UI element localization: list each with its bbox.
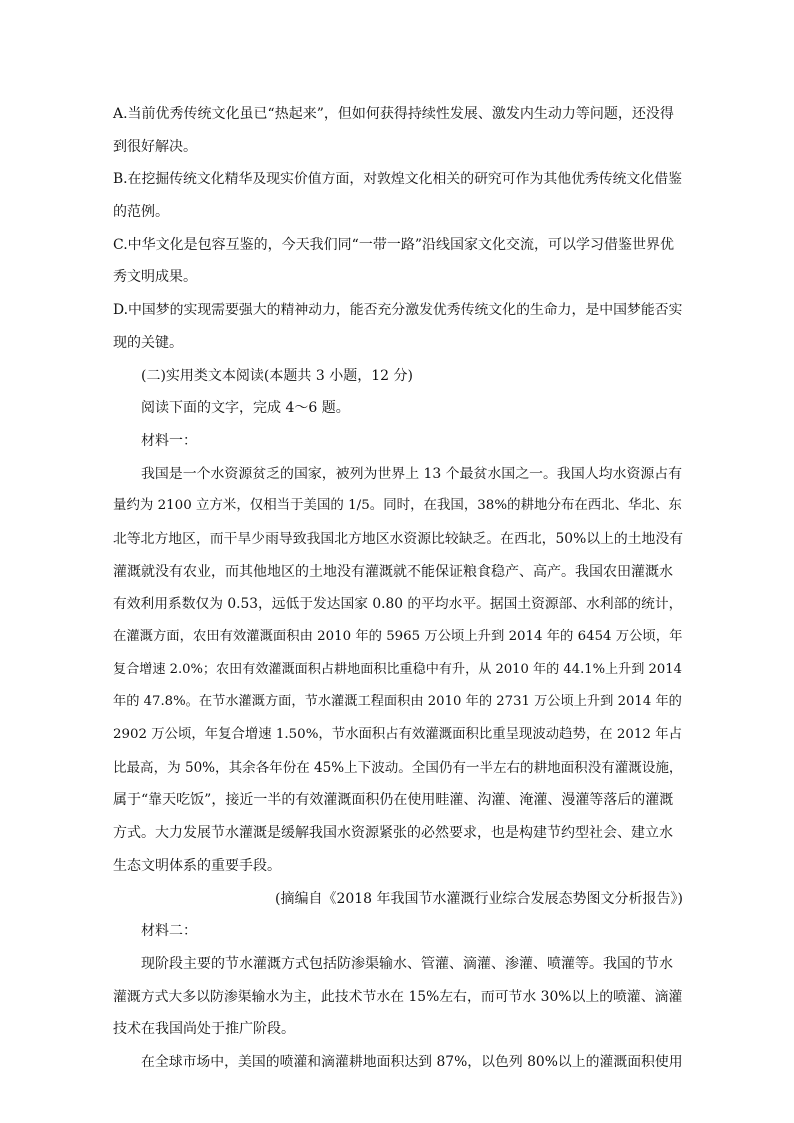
option-d-line-1: D.中国梦的实现需要强大的精神动力，能否充分激发优秀传统文化的生命力，是中国梦能否实: [113, 302, 683, 319]
material-1-line: 在灌溉方面，农田有效灌溉面积由 2010 年的 5965 万公顷上升到 2014 年的 6454 万公顷，年: [113, 629, 683, 644]
material-1-line: 北等北方地区，而干旱少雨导致我国北方地区水资源比较缺乏。在西北，50%以上的土地没有: [113, 530, 684, 547]
document-page: [113, 98, 683, 1079]
option-c-line-2: 秀文明成果。: [113, 269, 197, 286]
option-c-line-1: C.中华文化是包容互鉴的，今天我们同“一带一路”沿线国家文化交流，可以学习借鉴世界优: [113, 236, 674, 253]
material-1-line: 灌溉就没有农业，而其他地区的土地没有灌溉就不能保证粮食稳产、高产。我国农田灌溉水: [113, 563, 673, 580]
option-a: [113, 98, 683, 163]
option-b-line-2: 的范例。: [113, 204, 169, 221]
material-1-line: 复合增速 2.0%；农田有效灌溉面积占耕地面积比重稳中有升，从 2010 年的 44.1%上升到 2014: [113, 661, 682, 677]
material-1-line: 生态文明体系的重要手段。: [113, 857, 281, 874]
material-1-line: 2902 万公顷，年复合增速 1.50%，节水面积占有效灌溉面积比重呈现波动趋势，在 2012 年占: [113, 727, 682, 743]
section-instruction: 阅读下面的文字，完成 4～6 题。: [141, 400, 350, 417]
material-1-line: 我国是一个水资源贫乏的国家，被列为世界上 13 个最贫水国之一。我国人均水资源占有: [141, 465, 683, 482]
material-1-body: [113, 458, 683, 883]
material-2-label: 材料二：: [141, 923, 197, 940]
material-1-line: 方式。大力发展节水灌溉是缓解我国水资源紧张的必然要求，也是构建节约型社会、建立水: [113, 825, 673, 842]
material-1-line: 属于“靠天吃饭”，接近一半的有效灌溉面积仍在使用畦灌、沟灌、淹灌、漫灌等落后的灌溉: [113, 792, 674, 809]
material-1-label: 材料一：: [141, 432, 197, 449]
option-c: [113, 229, 683, 294]
material-2-body: [113, 948, 683, 1079]
material-1-source: (摘编自《2018 年我国节水灌溉行业综合发展态势图文分析报告》): [274, 890, 683, 907]
option-d-line-2: 现的关键。: [113, 334, 183, 351]
option-b-line-1: B.在挖掘传统文化精华及现实价值方面，对敦煌文化相关的研究可作为其他优秀传统文化借鉴: [113, 171, 682, 188]
material-2-line: 现阶段主要的节水灌溉方式包括防渗渠输水、管灌、滴灌、渗灌、喷灌等。我国的节水: [141, 955, 673, 972]
option-a-line-1: A.当前优秀传统文化虽已“热起来”，但如何获得持续性发展、激发内生动力等问题，还没得: [113, 106, 674, 122]
material-2-line: 在全球市场中，美国的喷灌和滴灌耕地面积达到 87%，以色列 80%以上的灌溉面积使用: [141, 1053, 683, 1070]
option-d: [113, 294, 683, 359]
option-b: [113, 163, 683, 228]
material-1-line: 有效利用系数仅为 0.53，远低于发达国家 0.80 的平均水平。据国土资源部、水利部的统计，: [113, 596, 683, 613]
option-a-line-2: 到很好解决。: [113, 138, 197, 155]
section-heading: (二)实用类文本阅读(本题共 3 小题，12 分): [141, 367, 413, 384]
material-1-line: 年的 47.8%。在节水灌溉方面，节水灌溉工程面积由 2010 年的 2731 万公顷上升到 2014 年的: [113, 694, 682, 710]
material-2-line: 技术在我国尚处于推广阶段。: [113, 1021, 295, 1038]
material-1-line: 比最高，为 50%，其余各年份在 45%上下波动。全国仍有一半左右的耕地面积没有灌溉设施，: [113, 759, 683, 776]
material-1-line: 量约为 2100 立方米，仅相当于美国的 1/5。同时，在我国，38%的耕地分布在西北、华北、东: [113, 498, 682, 514]
material-2-line: 灌溉方式大多以防渗渠输水为主，此技术节水在 15%左右，而可节水 30%以上的喷灌、滴灌: [113, 988, 683, 1005]
